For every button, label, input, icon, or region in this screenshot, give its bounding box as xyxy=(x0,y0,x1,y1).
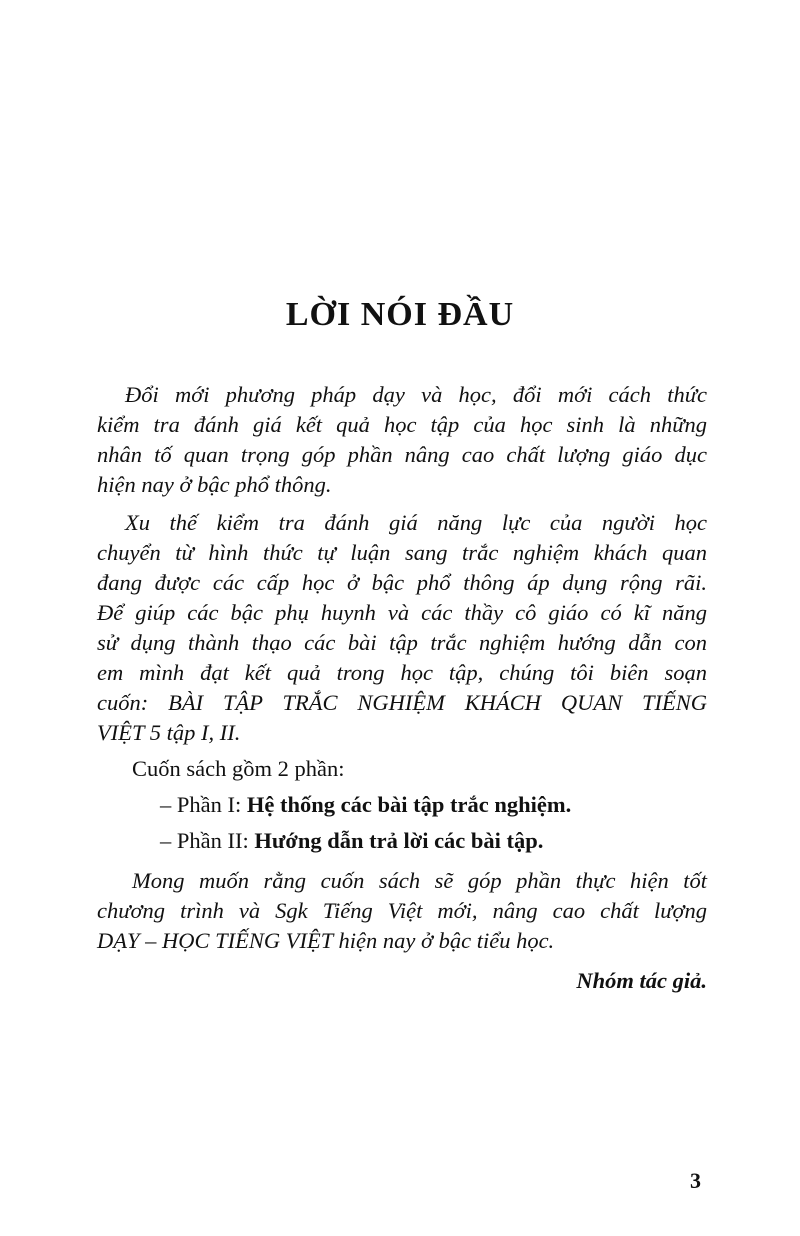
paragraph-3-line-3: DẠY – HỌC TIẾNG VIỆT hiện nay ở bậc tiểu học. xyxy=(97,928,555,953)
part-2 xyxy=(160,826,707,856)
paragraph-2-line-5: sử dụng thành thạo các bài tập trắc nghiệm hướng dẫn con xyxy=(97,630,707,655)
paragraph-2-line-3: đang được các cấp học ở bậc phổ thông áp dụng rộng rãi. xyxy=(97,570,707,595)
signature: Nhóm tác giả. xyxy=(576,968,707,993)
page-title: LỜI NÓI ĐẦU xyxy=(285,296,515,333)
paragraph-3-line-1: Mong muốn rằng cuốn sách sẽ góp phần thực hiện tốt xyxy=(132,868,707,893)
paragraph-1-line-4: hiện nay ở bậc phổ thông. xyxy=(97,472,332,497)
paragraph-1-line-1: Đổi mới phương pháp dạy và học, đổi mới cách thức xyxy=(125,382,707,407)
part-1-text: Hệ thống các bài tập trắc nghiệm. xyxy=(246,792,572,817)
paragraph-2-line-8: VIỆT 5 tập I, II. xyxy=(97,720,241,745)
book-intro: Cuốn sách gồm 2 phần: xyxy=(132,756,345,781)
page-number: 3 xyxy=(690,1168,701,1193)
part-1-prefix: – Phần I: xyxy=(160,792,247,817)
paragraph-2-line-7: cuốn: BÀI TẬP TRẮC NGHIỆM KHÁCH QUAN TIẾNG xyxy=(97,690,707,715)
paragraph-2-line-6: em mình đạt kết quả trong học tập, chúng tôi biên soạn xyxy=(97,660,707,685)
part-2-text: Hướng dẫn trả lời các bài tập. xyxy=(254,828,544,853)
paragraph-2-line-4: Để giúp các bậc phụ huynh và các thầy cô giáo có kĩ năng xyxy=(97,600,707,625)
paragraph-3-line-2: chương trình và Sgk Tiếng Việt mới, nâng cao chất lượng xyxy=(97,898,707,923)
paragraph-1-line-2: kiểm tra đánh giá kết quả học tập của học sinh là những xyxy=(97,412,707,437)
paragraph-1-line-3: nhân tố quan trọng góp phần nâng cao chất lượng giáo dục xyxy=(97,442,707,467)
part-1 xyxy=(160,790,707,820)
paragraph-2-line-2: chuyển từ hình thức tự luận sang trắc nghiệm khách quan xyxy=(97,540,707,565)
paragraph-2-line-1: Xu thế kiểm tra đánh giá năng lực của người học xyxy=(125,510,707,535)
part-2-prefix: – Phần II: xyxy=(160,828,255,853)
